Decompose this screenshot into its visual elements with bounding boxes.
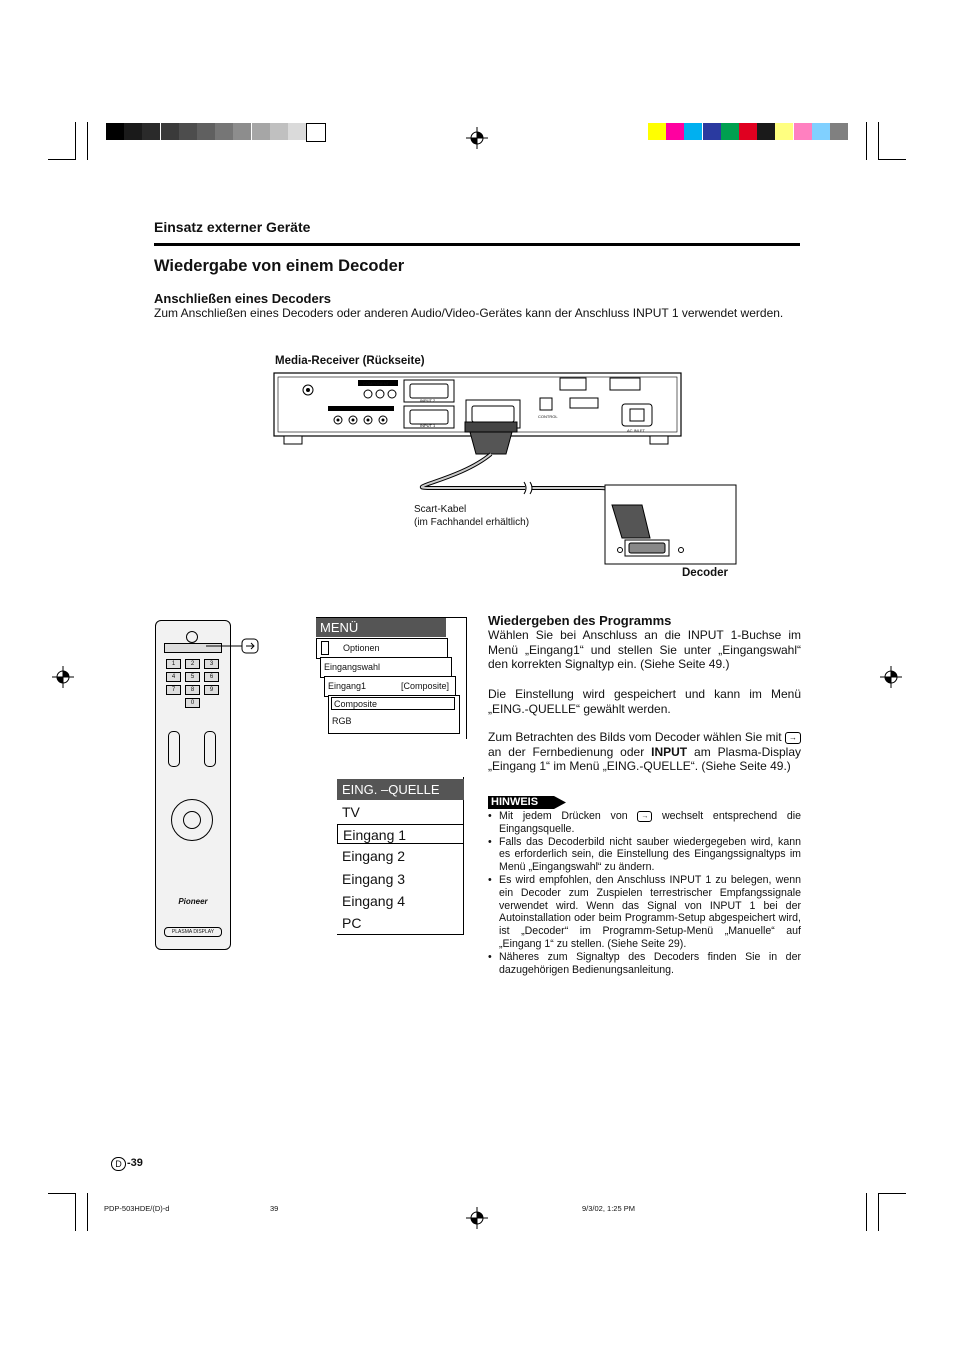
remote-key-9[interactable]: 9	[204, 685, 219, 695]
menu-item-input1: Eingang1	[328, 681, 367, 691]
gray-swatch	[197, 123, 215, 140]
hint-notes-list	[488, 836, 801, 977]
registration-mark-icon	[880, 666, 902, 688]
connect-heading: Anschließen eines Decoders	[154, 291, 332, 306]
playback-p3-b: an der Fernbedienung oder	[488, 744, 645, 759]
input-button-icon: →	[785, 732, 801, 744]
playback-p3-c: am Plasma-Display „Eingang 1“ im Menü „EING.-QUELLE“. (Siehe Seite 49.)	[488, 744, 801, 773]
cable-label: Scart-Kabel	[414, 504, 467, 515]
registration-mark-icon	[466, 127, 488, 149]
remote-model-label: PLASMA DISPLAY	[164, 927, 222, 937]
crop-mark	[87, 1193, 88, 1231]
hint-notes	[488, 810, 801, 976]
remote-key-4[interactable]: 4	[166, 672, 181, 682]
gray-swatch	[252, 123, 270, 140]
gray-swatch	[106, 123, 124, 140]
color-swatch	[757, 123, 775, 140]
gray-swatch	[233, 123, 251, 140]
remote-key-6[interactable]: 6	[204, 672, 219, 682]
playback-paragraph-1: Wählen Sie bei Anschluss an die INPUT 1-Buchse im Menü „Eingang1“ und stellen Sie unter „Eingangswahl“ den korrekten Signaltyp ein. (Siehe Seite 49.)	[488, 628, 801, 671]
channel-rocker[interactable]	[204, 731, 216, 767]
footer-sheet: 39	[270, 1204, 279, 1213]
gray-swatch	[306, 123, 326, 142]
language-badge: D	[111, 1157, 126, 1171]
crop-mark	[48, 159, 76, 160]
menu-signal-type-list	[328, 695, 460, 734]
remote-key-2[interactable]: 2	[185, 659, 200, 669]
crop-mark	[75, 122, 76, 160]
power-button[interactable]	[186, 631, 198, 643]
source-item[interactable]: PC	[342, 915, 362, 931]
crop-mark	[866, 1193, 867, 1231]
crop-mark	[48, 1193, 76, 1194]
port-label-component: COMPONENT	[363, 381, 389, 386]
menu-title: MENÜ	[316, 618, 446, 637]
crop-mark	[87, 122, 88, 160]
remote-key-8[interactable]: 8	[185, 685, 200, 695]
crop-mark	[866, 122, 867, 160]
input-callout	[206, 636, 262, 656]
color-swatch	[775, 123, 793, 140]
hint-note-1b: wechselt entsprechend die Eingangsquelle.	[499, 810, 801, 835]
color-swatch	[703, 123, 721, 140]
connect-text: Zum Anschließen eines Decoders oder anderen Audio/Video-Gerätes kann der Anschluss INPUT 1 verwendet werden.	[154, 306, 784, 320]
hint-note-1a: Mit jedem Drücken von	[499, 810, 628, 822]
input-button-icon: →	[637, 811, 652, 822]
port-label-control: CONTROL	[538, 414, 558, 419]
hint-arrow-icon	[554, 796, 568, 809]
receiver-label: Media-Receiver (Rückseite)	[275, 355, 425, 367]
playback-heading: Wiedergeben des Programms	[488, 613, 672, 628]
cable-label-note: (im Fachhandel erhältlich)	[414, 517, 530, 528]
crop-mark	[878, 122, 879, 160]
menu-item-options: Optionen	[343, 643, 380, 653]
registration-mark-icon	[466, 1207, 488, 1229]
hint-label: HINWEIS	[488, 796, 554, 809]
crop-mark	[75, 1193, 76, 1231]
number-keypad	[166, 659, 220, 739]
gray-swatch	[179, 123, 197, 140]
gray-swatch	[270, 123, 288, 140]
footer-file: PDP-503HDE/(D)-d	[104, 1204, 170, 1213]
color-swatch	[812, 123, 830, 140]
color-swatch	[794, 123, 812, 140]
source-item[interactable]: Eingang 4	[342, 892, 406, 909]
footer-date: 9/3/02, 1:25 PM	[582, 1204, 635, 1213]
remote-key-0[interactable]: 0	[185, 698, 200, 708]
port-label-input2: INPUT 2	[420, 398, 436, 403]
option-rgb[interactable]: RGB	[332, 716, 352, 726]
gray-swatch	[215, 123, 233, 140]
remote-key-7[interactable]: 7	[166, 685, 181, 695]
set-button[interactable]	[183, 811, 201, 829]
color-swatch	[666, 123, 684, 140]
port-label-input1: INPUT 1	[420, 423, 436, 428]
remote-key-5[interactable]: 5	[185, 672, 200, 682]
port-label-ac-inlet: AC INLET	[627, 428, 646, 433]
gray-swatch	[142, 123, 160, 140]
registration-mark-icon	[52, 666, 74, 688]
crop-mark	[878, 159, 906, 160]
crop-mark	[878, 1193, 906, 1194]
hint-note-1: • Mit jedem Drücken von → wechselt entsprechend die Eingangsquelle.	[488, 810, 801, 835]
page-number: -39	[127, 1157, 143, 1169]
hint-note-text: Es wird empfohlen, den Anschluss INPUT 1 zu belegen, wenn ein Decoder zum Zuspielen terrestrischer Empfangssignale verwendet wird. Wenn das Signal von INPUT 1 bei der Autoinstallation oder beim Programm-Setup abgespeichert wird, ist „Decoder“ im Programm-Setup-Menü „Manuelle“ auf „Eingang 1“ zu stellen. (Siehe Seite 29).	[499, 873, 801, 950]
playback-p3-a: Zum Betrachten des Bilds vom Decoder wählen Sie mit	[488, 730, 782, 744]
source-item[interactable]: TV	[342, 804, 360, 820]
gray-swatch	[161, 123, 179, 140]
color-swatch	[684, 123, 702, 140]
option-composite[interactable]: Composite	[331, 697, 455, 710]
volume-rocker[interactable]	[168, 731, 180, 767]
page-title: Wiedergabe von einem Decoder	[154, 257, 405, 275]
source-item[interactable]: Eingang 1	[337, 824, 464, 844]
hint-note-text: Falls das Decoderbild nicht sauber wiedergegeben wird, kann es erforderlich sein, die Einstellung des Eingangssignaltyps im Menü „Eingangswahl“ zu ändern.	[499, 835, 801, 874]
color-swatch	[648, 123, 666, 140]
menu-input1-row[interactable]	[324, 676, 456, 697]
color-swatch	[739, 123, 757, 140]
playback-paragraph-3	[488, 730, 801, 774]
menu-item-input1-value: [Composite]	[401, 681, 450, 691]
hint-note: • Es wird empfohlen, den Anschluss INPUT 1 zu belegen, wenn ein Decoder zum Zuspielen terrestrischer Empfangssignale verwendet wird. Wenn das Signal von INPUT 1 bei der Autoinstallation oder beim Programm-Setup abgespeichert wird, ist „Decoder“ im Programm-Setup-Menü „Manuelle“ auf „Eingang 1“ zu stellen. (Siehe Seite 29).	[488, 873, 801, 950]
color-swatch	[721, 123, 739, 140]
remote-brand-logo: Pioneer	[178, 897, 208, 906]
remote-key-3[interactable]: 3	[204, 659, 219, 669]
connection-diagram	[270, 370, 740, 570]
gray-swatch	[288, 123, 306, 140]
gray-swatch	[124, 123, 142, 140]
playback-paragraph-2: Die Einstellung wird gespeichert und kann im Menü „EING.-QUELLE“ gewählt werden.	[488, 687, 801, 716]
section-rule	[154, 243, 800, 246]
menu-input-select-row[interactable]	[320, 657, 452, 678]
menu-item-input-select: Eingangswahl	[324, 662, 381, 672]
remote-key-1[interactable]: 1	[166, 659, 181, 669]
decoder-label: Decoder	[682, 567, 729, 579]
section-title: Einsatz externer Geräte	[154, 219, 311, 235]
playback-p3-input: INPUT	[651, 744, 688, 759]
hint-note-text: Näheres zum Signaltyp des Decoders finden Sie in der dazugehörigen Bedienungsanleitung.	[499, 950, 801, 976]
crop-mark	[878, 1193, 879, 1231]
source-title: EING. –QUELLE	[337, 779, 464, 800]
color-swatch	[830, 123, 848, 140]
hint-note: • Näheres zum Signaltyp des Decoders finden Sie in der dazugehörigen Bedienungsanleitung.	[488, 950, 801, 976]
source-item[interactable]: Eingang 3	[342, 870, 406, 887]
remote-control	[155, 620, 231, 950]
source-item[interactable]: Eingang 2	[342, 848, 406, 865]
options-icon	[321, 641, 329, 655]
menu-options-row[interactable]	[316, 638, 448, 659]
hint-note: • Falls das Decoderbild nicht sauber wiedergegeben wird, kann es erforderlich sein, die Einstellung des Eingangssignaltyps im Menü „Eingangswahl“ zu ändern.	[488, 835, 801, 874]
